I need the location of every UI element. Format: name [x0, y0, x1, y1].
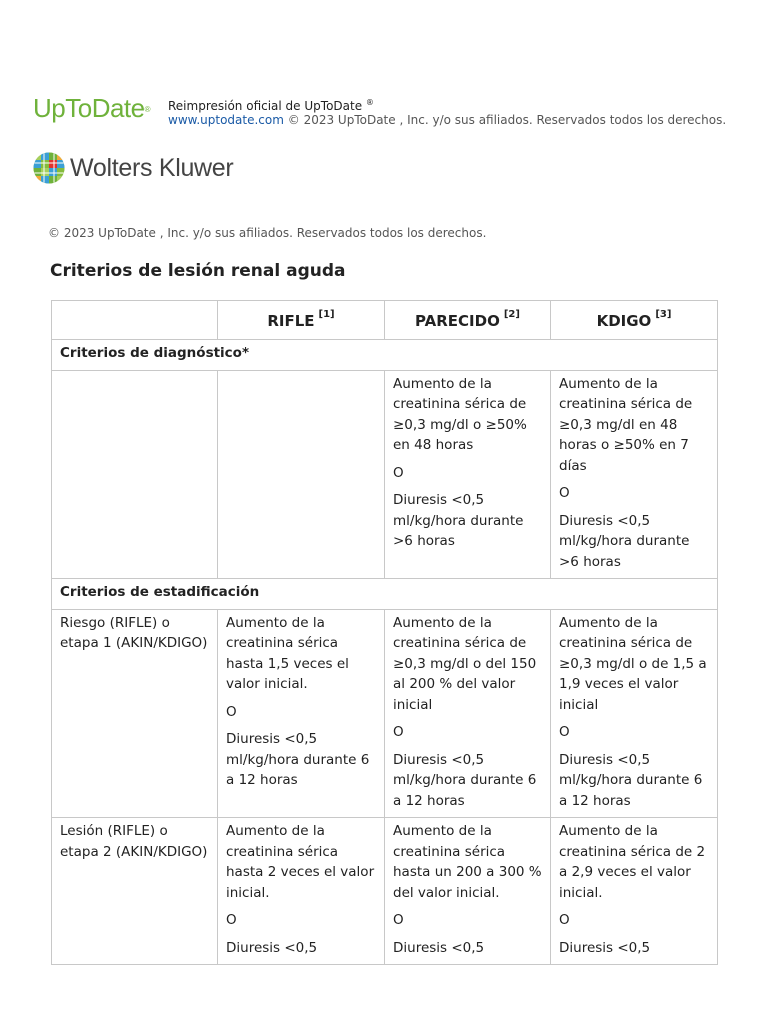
header-copyright	[168, 112, 726, 128]
cell-text: Diuresis <0,5	[559, 939, 651, 956]
reference-link[interactable]: [2]	[503, 309, 520, 321]
cell-text: O	[559, 912, 570, 928]
cell-rifle	[218, 818, 385, 965]
cell-text: O	[393, 724, 404, 740]
uptodate-logo	[33, 94, 150, 122]
page-title: Criterios de lesión renal aguda	[50, 261, 346, 281]
cell-text: Diuresis <0,5	[226, 939, 318, 956]
cell-text: O	[559, 724, 570, 740]
reference-link[interactable]: [1]	[318, 309, 335, 321]
section-heading: Criterios de estadificación	[52, 579, 718, 610]
section-heading: Criterios de diagnóstico*	[52, 340, 718, 371]
table-row-diagnosis	[52, 370, 718, 579]
cell-text: Diuresis <0,5	[393, 939, 485, 956]
column-header-kdigo	[551, 301, 718, 340]
reprint-text: Reimpresión oficial de UpToDate	[168, 99, 363, 113]
cell-text: Diuresis <0,5 ml/kg/hora durante >6 horas	[559, 512, 690, 570]
cell-text: O	[393, 464, 404, 481]
cell-kdigo	[551, 818, 718, 965]
cell-text: Aumento de la creatinina sérica de ≥0,3 mg/dl en 48 horas o ≥50% en 7 días	[559, 375, 693, 474]
cell-text: Aumento de la creatinina sérica de ≥0,3 mg/dl o de 1,5 a 1,9 veces el valor inicial	[559, 614, 707, 713]
cell-text: Aumento de la creatinina sérica hasta 2 veces el valor inicial.	[226, 823, 375, 901]
wolters-kluwer-globe-icon	[33, 152, 65, 184]
cell-text: Diuresis <0,5 ml/kg/hora durante 6 a 12 horas	[559, 751, 703, 809]
cell-text: O	[393, 912, 404, 928]
column-header-rifle	[218, 301, 385, 340]
cell-text: O	[226, 912, 237, 928]
cell-text: Aumento de la creatinina sérica hasta 1,5 veces el valor inicial.	[226, 614, 349, 692]
cell-akin	[385, 818, 551, 965]
cell-akin	[385, 609, 551, 818]
reprint-registered-mark: ®	[365, 98, 374, 107]
cell-text: Diuresis <0,5 ml/kg/hora durante >6 horas	[393, 492, 524, 549]
column-header-label	[52, 301, 218, 340]
table-row-stage-1	[52, 609, 718, 818]
row-label: Lesión (RIFLE) o etapa 2 (AKIN/KDIGO)	[52, 818, 218, 965]
cell-text: Diuresis <0,5 ml/kg/hora durante 6 a 12 horas	[393, 751, 537, 809]
cell-kdigo	[551, 370, 718, 579]
table-row-stage-2	[52, 818, 718, 965]
reference-link[interactable]: [3]	[655, 309, 672, 321]
registered-mark: ®	[144, 105, 151, 114]
cell-text: Aumento de la creatinina sérica de ≥0,3 mg/dl o ≥50% en 48 horas	[393, 375, 527, 453]
row-label	[52, 370, 218, 579]
column-header-label: KDIGO	[596, 312, 652, 331]
column-header-akin	[385, 301, 551, 340]
uptodate-site-link[interactable]: www.uptodate.com	[168, 113, 284, 127]
cell-text: Aumento de la creatinina sérica de ≥0,3 mg/dl o del 150 al 200 % del valor inicial	[393, 614, 537, 713]
section-row-staging	[52, 579, 718, 610]
row-label: Riesgo (RIFLE) o etapa 1 (AKIN/KDIGO)	[52, 609, 218, 818]
cell-text: O	[226, 703, 237, 720]
column-header-label: RIFLE	[267, 312, 315, 331]
criteria-table	[51, 300, 718, 965]
column-header-label: PARECIDO	[415, 312, 500, 331]
copyright-notice: © 2023 UpToDate , Inc. y/o sus afiliados. Reservados todos los derechos.	[48, 226, 487, 240]
cell-akin	[385, 370, 551, 579]
cell-kdigo	[551, 609, 718, 818]
cell-rifle	[218, 609, 385, 818]
cell-text: O	[559, 485, 570, 501]
cell-text: Aumento de la creatinina sérica de 2 a 2,9 veces el valor inicial.	[559, 823, 706, 901]
cell-text: Diuresis <0,5 ml/kg/hora durante 6 a 12 horas	[226, 731, 370, 788]
wolters-kluwer-wordmark: Wolters Kluwer	[70, 154, 234, 182]
section-row-diagnosis	[52, 340, 718, 371]
cell-rifle	[218, 370, 385, 579]
cell-text: Aumento de la creatinina sérica hasta un 200 a 300 % del valor inicial.	[393, 823, 542, 901]
uptodate-logo-text: UpToDate	[33, 93, 145, 123]
table-header-row	[52, 301, 718, 340]
header-copyright-text: © 2023 UpToDate , Inc. y/o sus afiliados. Reservados todos los derechos.	[287, 113, 727, 127]
reprint-header	[33, 94, 733, 134]
